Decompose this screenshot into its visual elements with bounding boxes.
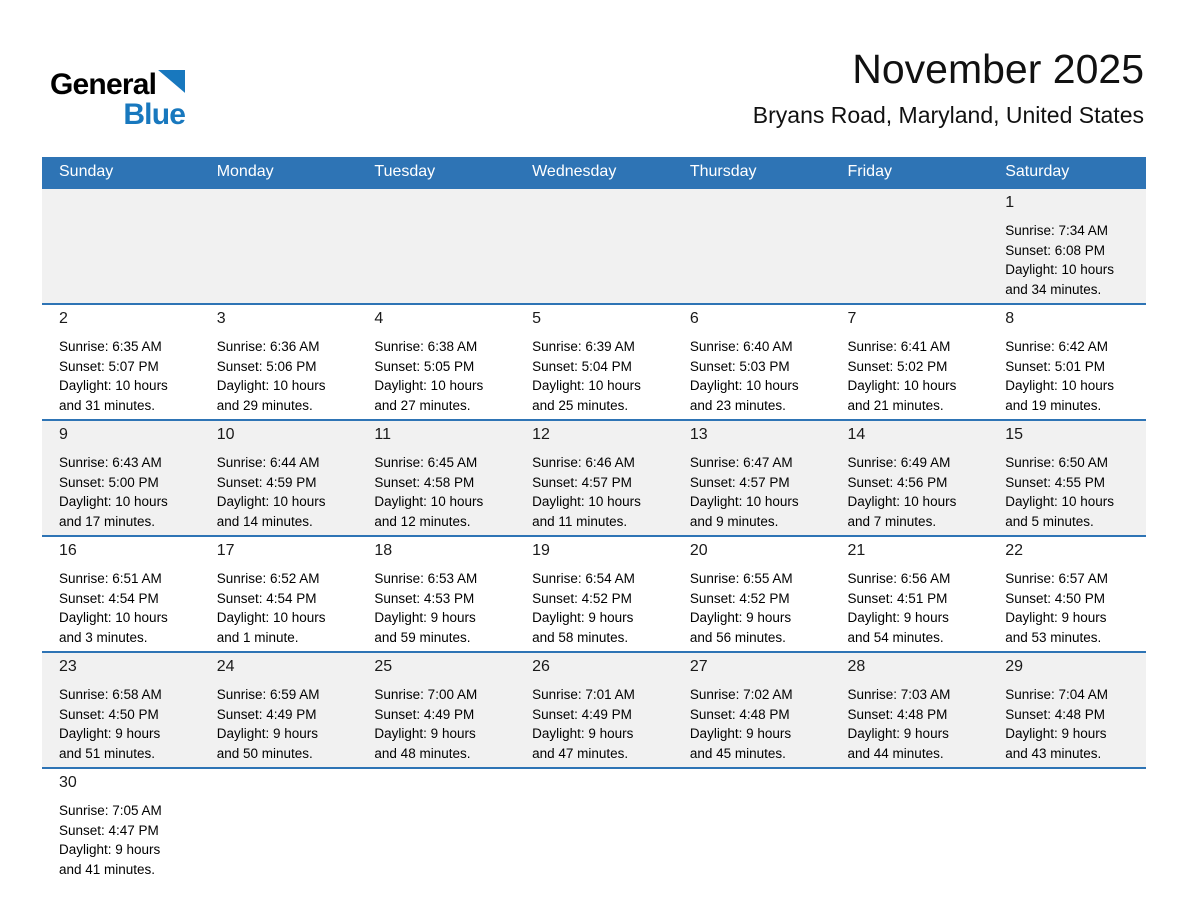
sunset-text: Sunset: 4:47 PM: [59, 822, 159, 838]
sunrise-text: Sunrise: 6:43 AM: [59, 455, 162, 470]
sunrise-text: Sunrise: 6:47 AM: [689, 455, 793, 470]
sunset-text: Sunset: 4:48 PM: [689, 706, 790, 722]
day-number: 7: [847, 310, 857, 327]
sunset-text: Sunset: 4:54 PM: [59, 590, 159, 606]
daylight-minutes-text: and 50 minutes.: [216, 745, 313, 761]
day-cell-14: [831, 420, 989, 536]
daylight-minutes-text: and 5 minutes.: [1005, 513, 1094, 529]
daylight-minutes-text: and 3 minutes.: [59, 629, 148, 645]
day-number: 4: [374, 310, 384, 327]
daylight-minutes-text: and 17 minutes.: [59, 513, 156, 529]
daylight-hours-text: Daylight: 10 hours: [1005, 378, 1115, 393]
daylight-minutes-text: and 54 minutes.: [847, 629, 944, 645]
daylight-hours-text: Daylight: 9 hours: [847, 726, 949, 741]
sunrise-text: Sunrise: 6:39 AM: [532, 339, 635, 354]
sunrise-text: Sunrise: 6:46 AM: [532, 455, 635, 470]
day-cell-12: [515, 420, 673, 536]
day-number: 9: [59, 426, 68, 443]
daylight-minutes-text: and 58 minutes.: [532, 629, 629, 645]
sunset-text: Sunset: 5:01 PM: [1005, 358, 1106, 374]
sunset-text: Sunset: 5:00 PM: [59, 474, 159, 490]
page-header: [0, 0, 1188, 157]
sunrise-text: Sunrise: 6:57 AM: [1005, 571, 1109, 586]
day-cell-5: [515, 304, 673, 420]
sunset-text: Sunset: 4:55 PM: [1005, 474, 1106, 490]
empty-day-cell: [200, 188, 358, 304]
daylight-minutes-text: and 25 minutes.: [532, 397, 629, 413]
daylight-hours-text: Daylight: 10 hours: [374, 378, 484, 393]
sunrise-text: Sunrise: 6:49 AM: [847, 455, 951, 470]
day-cell-15: [988, 420, 1146, 536]
empty-day-cell: [988, 768, 1146, 883]
empty-day-cell: [831, 768, 989, 883]
logo-top-row: [50, 70, 185, 100]
empty-day-cell: [42, 188, 200, 304]
logo-triangle-icon: [158, 70, 185, 93]
day-number: 25: [374, 658, 393, 675]
daylight-hours-text: Daylight: 9 hours: [532, 726, 634, 741]
daylight-hours-text: Daylight: 9 hours: [847, 610, 949, 625]
daylight-minutes-text: and 53 minutes.: [1005, 629, 1102, 645]
day-number: 29: [1005, 658, 1024, 675]
day-cell-17: [200, 536, 358, 652]
day-number: 2: [59, 310, 68, 327]
sunset-text: Sunset: 4:48 PM: [847, 706, 948, 722]
sunrise-text: Sunrise: 6:53 AM: [374, 571, 478, 586]
day-number: 17: [216, 542, 235, 559]
page-title: November 2025: [852, 46, 1144, 92]
general-blue-logo: [50, 70, 185, 130]
sunset-text: Sunset: 5:07 PM: [59, 358, 159, 374]
day-cell-29: [988, 652, 1146, 768]
daylight-minutes-text: and 56 minutes.: [689, 629, 786, 645]
sunrise-text: Sunrise: 6:40 AM: [689, 339, 793, 354]
day-number: 26: [532, 658, 550, 675]
daylight-hours-text: Daylight: 9 hours: [532, 610, 634, 625]
sunrise-text: Sunrise: 6:52 AM: [216, 571, 320, 586]
sunset-text: Sunset: 4:50 PM: [1005, 590, 1106, 606]
day-cell-21: [831, 536, 989, 652]
day-cell-2: [42, 304, 200, 420]
sunset-text: Sunset: 6:08 PM: [1005, 242, 1106, 258]
sunrise-text: Sunrise: 6:54 AM: [532, 571, 635, 586]
day-number: 14: [847, 426, 866, 443]
day-cell-16: [42, 536, 200, 652]
empty-day-cell: [357, 768, 515, 883]
sunset-text: Sunset: 4:52 PM: [532, 590, 632, 606]
weekday-header-monday: Monday: [200, 157, 358, 188]
daylight-minutes-text: and 45 minutes.: [689, 745, 786, 761]
sunset-text: Sunset: 4:49 PM: [532, 706, 632, 722]
sunrise-text: Sunrise: 6:45 AM: [374, 455, 478, 470]
day-cell-13: [673, 420, 831, 536]
empty-day-cell: [515, 188, 673, 304]
sunrise-text: Sunrise: 6:56 AM: [847, 571, 951, 586]
daylight-hours-text: Daylight: 10 hours: [59, 378, 168, 393]
daylight-hours-text: Daylight: 10 hours: [1005, 494, 1115, 509]
sunset-text: Sunset: 4:49 PM: [374, 706, 475, 722]
week-row-6: [42, 768, 1146, 883]
daylight-hours-text: Daylight: 9 hours: [374, 726, 476, 741]
day-number: 20: [689, 542, 708, 559]
day-cell-7: [831, 304, 989, 420]
day-cell-18: [357, 536, 515, 652]
daylight-hours-text: Daylight: 10 hours: [216, 378, 326, 393]
daylight-minutes-text: and 14 minutes.: [216, 513, 313, 529]
daylight-minutes-text: and 34 minutes.: [1005, 281, 1102, 297]
daylight-minutes-text: and 9 minutes.: [689, 513, 779, 529]
daylight-hours-text: Daylight: 10 hours: [216, 610, 326, 625]
daylight-minutes-text: and 27 minutes.: [374, 397, 471, 413]
calendar-body: [42, 188, 1146, 883]
weekday-header-sunday: Sunday: [42, 157, 200, 188]
day-number: 21: [847, 542, 866, 559]
sunset-text: Sunset: 5:03 PM: [689, 358, 790, 374]
daylight-hours-text: Daylight: 10 hours: [689, 378, 799, 393]
week-row-2: [42, 304, 1146, 420]
day-cell-3: [200, 304, 358, 420]
daylight-hours-text: Daylight: 10 hours: [216, 494, 326, 509]
day-number: 8: [1005, 310, 1015, 327]
sunrise-text: Sunrise: 6:35 AM: [59, 339, 162, 354]
daylight-minutes-text: and 11 minutes.: [532, 513, 628, 529]
daylight-hours-text: Daylight: 9 hours: [59, 842, 161, 857]
sunset-text: Sunset: 4:57 PM: [532, 474, 632, 490]
day-cell-26: [515, 652, 673, 768]
day-cell-27: [673, 652, 831, 768]
logo-text-general: General: [50, 68, 157, 101]
sunset-text: Sunset: 4:58 PM: [374, 474, 475, 490]
sunrise-text: Sunrise: 6:51 AM: [59, 571, 162, 586]
day-number: 10: [216, 426, 235, 443]
empty-day-cell: [831, 188, 989, 304]
day-number: 30: [59, 774, 77, 791]
day-number: 5: [532, 310, 542, 327]
sunset-text: Sunset: 4:52 PM: [689, 590, 790, 606]
daylight-hours-text: Daylight: 10 hours: [689, 494, 799, 509]
day-number: 6: [689, 310, 699, 327]
weekday-header-wednesday: Wednesday: [515, 157, 673, 188]
sunset-text: Sunset: 4:56 PM: [847, 474, 948, 490]
week-row-5: [42, 652, 1146, 768]
sunrise-text: Sunrise: 7:01 AM: [532, 687, 635, 702]
sunset-text: Sunset: 5:04 PM: [532, 358, 632, 374]
daylight-minutes-text: and 19 minutes.: [1005, 397, 1102, 413]
daylight-hours-text: Daylight: 9 hours: [374, 610, 476, 625]
daylight-hours-text: Daylight: 10 hours: [847, 494, 957, 509]
day-cell-30: [42, 768, 200, 883]
day-cell-20: [673, 536, 831, 652]
daylight-hours-text: Daylight: 9 hours: [1005, 726, 1107, 741]
daylight-hours-text: Daylight: 10 hours: [59, 610, 168, 625]
daylight-minutes-text: and 47 minutes.: [532, 745, 629, 761]
day-cell-6: [673, 304, 831, 420]
day-number: 22: [1005, 542, 1024, 559]
weekday-header-thursday: Thursday: [673, 157, 831, 188]
sunrise-text: Sunrise: 7:05 AM: [59, 803, 162, 818]
daylight-minutes-text: and 12 minutes.: [374, 513, 471, 529]
daylight-hours-text: Daylight: 9 hours: [1005, 610, 1107, 625]
day-cell-10: [200, 420, 358, 536]
logo-text-blue: Blue: [123, 98, 186, 131]
sunrise-text: Sunrise: 7:00 AM: [374, 687, 478, 702]
sunset-text: Sunset: 5:06 PM: [216, 358, 317, 374]
empty-day-cell: [673, 768, 831, 883]
page-subtitle: Bryans Road, Maryland, United States: [752, 102, 1144, 129]
daylight-minutes-text: and 7 minutes.: [847, 513, 937, 529]
sunrise-text: Sunrise: 6:36 AM: [216, 339, 320, 354]
day-number: 16: [59, 542, 77, 559]
daylight-minutes-text: and 29 minutes.: [216, 397, 313, 413]
weekday-header-saturday: Saturday: [988, 157, 1146, 188]
sunrise-text: Sunrise: 6:59 AM: [216, 687, 320, 702]
sunrise-text: Sunrise: 6:58 AM: [59, 687, 162, 702]
sunrise-text: Sunrise: 6:38 AM: [374, 339, 478, 354]
sunrise-text: Sunrise: 6:42 AM: [1005, 339, 1109, 354]
daylight-minutes-text: and 23 minutes.: [689, 397, 786, 413]
title-block: [753, 40, 1144, 129]
day-cell-25: [357, 652, 515, 768]
day-number: 15: [1005, 426, 1024, 443]
sunset-text: Sunset: 4:49 PM: [216, 706, 317, 722]
sunrise-text: Sunrise: 7:04 AM: [1005, 687, 1109, 702]
day-number: 19: [532, 542, 550, 559]
sunrise-text: Sunrise: 6:55 AM: [689, 571, 793, 586]
day-number: 24: [216, 658, 235, 675]
sunrise-text: Sunrise: 6:44 AM: [216, 455, 320, 470]
day-number: 12: [532, 426, 550, 443]
day-cell-8: [988, 304, 1146, 420]
weekday-header-tuesday: Tuesday: [357, 157, 515, 188]
day-number: 28: [847, 658, 866, 675]
calendar-head: [42, 157, 1146, 188]
daylight-minutes-text: and 1 minute.: [216, 629, 299, 645]
sunrise-text: Sunrise: 7:34 AM: [1005, 223, 1109, 238]
calendar-table: [42, 157, 1146, 883]
logo-bottom-row: [50, 100, 185, 130]
day-cell-24: [200, 652, 358, 768]
daylight-hours-text: Daylight: 9 hours: [689, 610, 792, 625]
daylight-hours-text: Daylight: 9 hours: [216, 726, 319, 741]
sunset-text: Sunset: 4:57 PM: [689, 474, 790, 490]
daylight-minutes-text: and 48 minutes.: [374, 745, 471, 761]
daylight-hours-text: Daylight: 9 hours: [59, 726, 161, 741]
day-cell-28: [831, 652, 989, 768]
day-number: 13: [689, 426, 708, 443]
weekday-header-row: [42, 157, 1146, 188]
daylight-hours-text: Daylight: 9 hours: [689, 726, 792, 741]
sunrise-text: Sunrise: 7:03 AM: [847, 687, 951, 702]
day-number: 18: [374, 542, 393, 559]
sunset-text: Sunset: 4:54 PM: [216, 590, 317, 606]
day-cell-19: [515, 536, 673, 652]
empty-day-cell: [673, 188, 831, 304]
day-cell-22: [988, 536, 1146, 652]
day-cell-11: [357, 420, 515, 536]
daylight-minutes-text: and 51 minutes.: [59, 745, 156, 761]
daylight-minutes-text: and 21 minutes.: [847, 397, 944, 413]
week-row-4: [42, 536, 1146, 652]
day-cell-9: [42, 420, 200, 536]
day-number: 11: [374, 426, 392, 443]
daylight-hours-text: Daylight: 10 hours: [59, 494, 168, 509]
sunset-text: Sunset: 4:48 PM: [1005, 706, 1106, 722]
week-row-1: [42, 188, 1146, 304]
day-cell-1: [988, 188, 1146, 304]
day-cell-4: [357, 304, 515, 420]
daylight-minutes-text: and 59 minutes.: [374, 629, 471, 645]
day-number: 3: [216, 310, 226, 327]
day-number: 23: [59, 658, 77, 675]
empty-day-cell: [357, 188, 515, 304]
sunset-text: Sunset: 4:51 PM: [847, 590, 948, 606]
daylight-hours-text: Daylight: 10 hours: [374, 494, 484, 509]
sunset-text: Sunset: 4:50 PM: [59, 706, 159, 722]
daylight-hours-text: Daylight: 10 hours: [532, 494, 641, 509]
sunrise-text: Sunrise: 6:41 AM: [847, 339, 951, 354]
empty-day-cell: [200, 768, 358, 883]
daylight-minutes-text: and 41 minutes.: [59, 861, 156, 877]
sunset-text: Sunset: 4:59 PM: [216, 474, 317, 490]
empty-day-cell: [515, 768, 673, 883]
daylight-minutes-text: and 44 minutes.: [847, 745, 944, 761]
sunrise-text: Sunrise: 6:50 AM: [1005, 455, 1109, 470]
day-cell-23: [42, 652, 200, 768]
sunset-text: Sunset: 5:05 PM: [374, 358, 475, 374]
weekday-header-friday: Friday: [831, 157, 989, 188]
daylight-hours-text: Daylight: 10 hours: [1005, 262, 1115, 277]
sunrise-text: Sunrise: 7:02 AM: [689, 687, 793, 702]
sunset-text: Sunset: 4:53 PM: [374, 590, 475, 606]
daylight-hours-text: Daylight: 10 hours: [532, 378, 641, 393]
week-row-3: [42, 420, 1146, 536]
daylight-minutes-text: and 43 minutes.: [1005, 745, 1102, 761]
sunset-text: Sunset: 5:02 PM: [847, 358, 948, 374]
day-number: 1: [1005, 194, 1015, 211]
daylight-minutes-text: and 31 minutes.: [59, 397, 156, 413]
day-number: 27: [689, 658, 708, 675]
daylight-hours-text: Daylight: 10 hours: [847, 378, 957, 393]
